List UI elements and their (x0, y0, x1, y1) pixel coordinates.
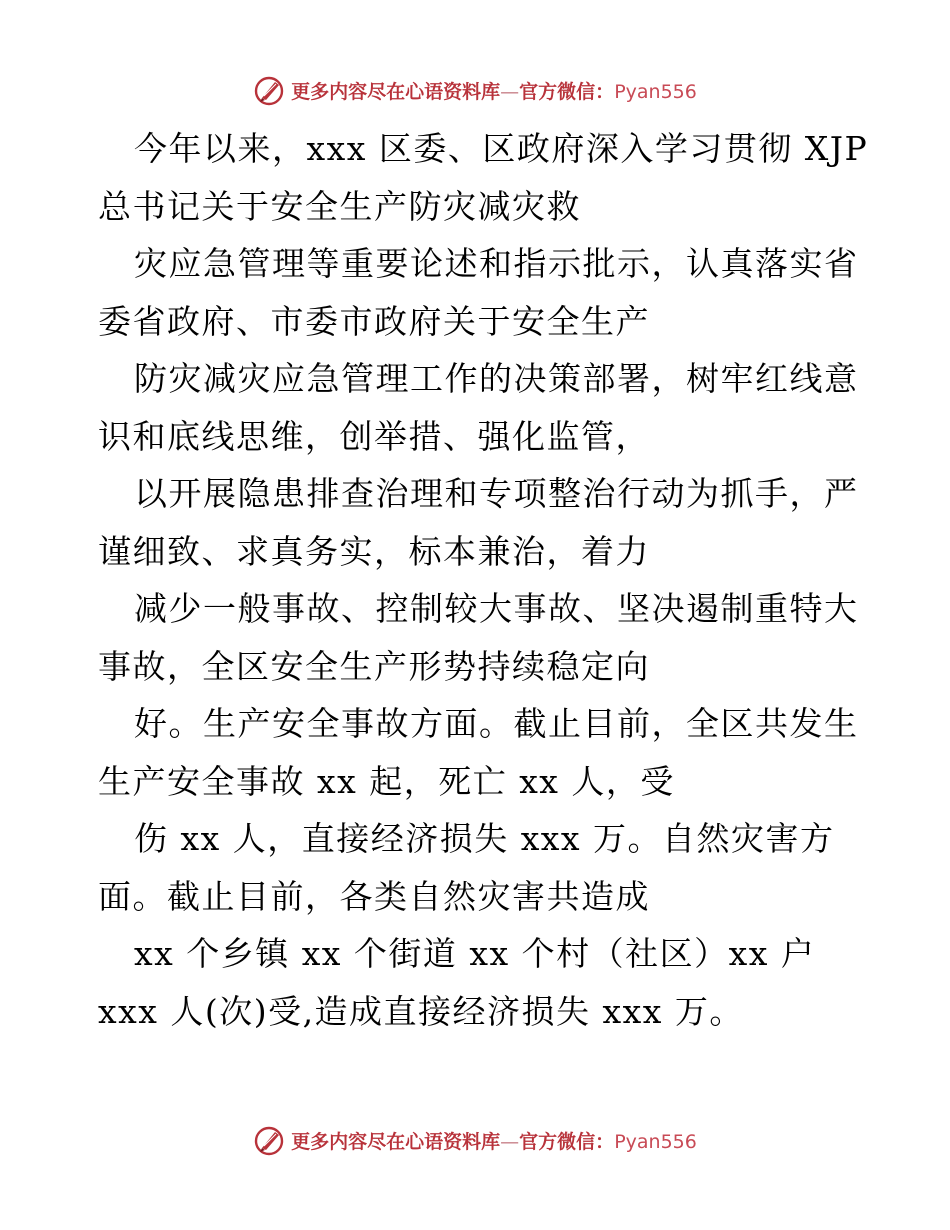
paragraph-line: 好。生产安全事故方面。截止目前，全区共发生 (134, 704, 859, 743)
paragraph-line: 委省政府、市委市政府关于安全生产 (98, 301, 650, 341)
watermark-separator: — (500, 80, 520, 103)
paragraph-line: 生产安全事故 xx 起，死亡 xx 人，受 (98, 761, 675, 801)
watermark-main-text: 更多内容尽在心语资料库 (291, 80, 501, 103)
paragraph-line: 总书记关于安全生产防灾减灾救 (98, 186, 581, 226)
paragraph-line: xxx 人(次)受,造成直接经济损失 xxx 万。 (98, 991, 744, 1031)
header-watermark (0, 70, 950, 110)
paragraph-line: 今年以来，xxx 区委、区政府深入学习贯彻 XJP (134, 129, 869, 168)
footer-watermark (0, 1120, 950, 1160)
paragraph-line: 以开展隐患排查治理和专项整治行动为抓手，严 (134, 474, 859, 513)
watermark-official-label: 官方微信： (519, 1130, 615, 1153)
paragraph-line: 识和底线思维，创举措、强化监管， (98, 416, 650, 456)
quill-pen-icon (253, 1124, 285, 1156)
paragraph-line: xx 个乡镇 xx 个街道 xx 个村（社区）xx 户 (134, 934, 816, 973)
paragraph-line: 减少一般事故、控制较大事故、坚决遏制重特大 (134, 589, 859, 628)
paragraph-line: 事故，全区安全生产形势持续稳定向 (98, 646, 650, 686)
paragraph-line: 面。截止目前，各类自然灾害共造成 (98, 876, 650, 916)
quill-pen-icon (253, 74, 285, 106)
document-body (98, 120, 869, 1040)
watermark-wechat-id: Pyan556 (614, 80, 697, 103)
paragraph-line: 防灾减灾应急管理工作的决策部署，树牢红线意 (134, 359, 859, 398)
watermark-main-text: 更多内容尽在心语资料库 (291, 1130, 501, 1153)
watermark-official-label: 官方微信： (519, 80, 615, 103)
paragraph-line: 伤 xx 人，直接经济损失 xxx 万。自然灾害方 (134, 819, 835, 858)
paragraph-line: 谨细致、求真务实，标本兼治，着力 (98, 531, 650, 571)
watermark-text (291, 1127, 697, 1154)
paragraph-line: 灾应急管理等重要论述和指示批示，认真落实省 (134, 244, 859, 283)
watermark-wechat-id: Pyan556 (614, 1130, 697, 1153)
watermark-text (291, 77, 697, 104)
watermark-separator: — (500, 1130, 520, 1153)
